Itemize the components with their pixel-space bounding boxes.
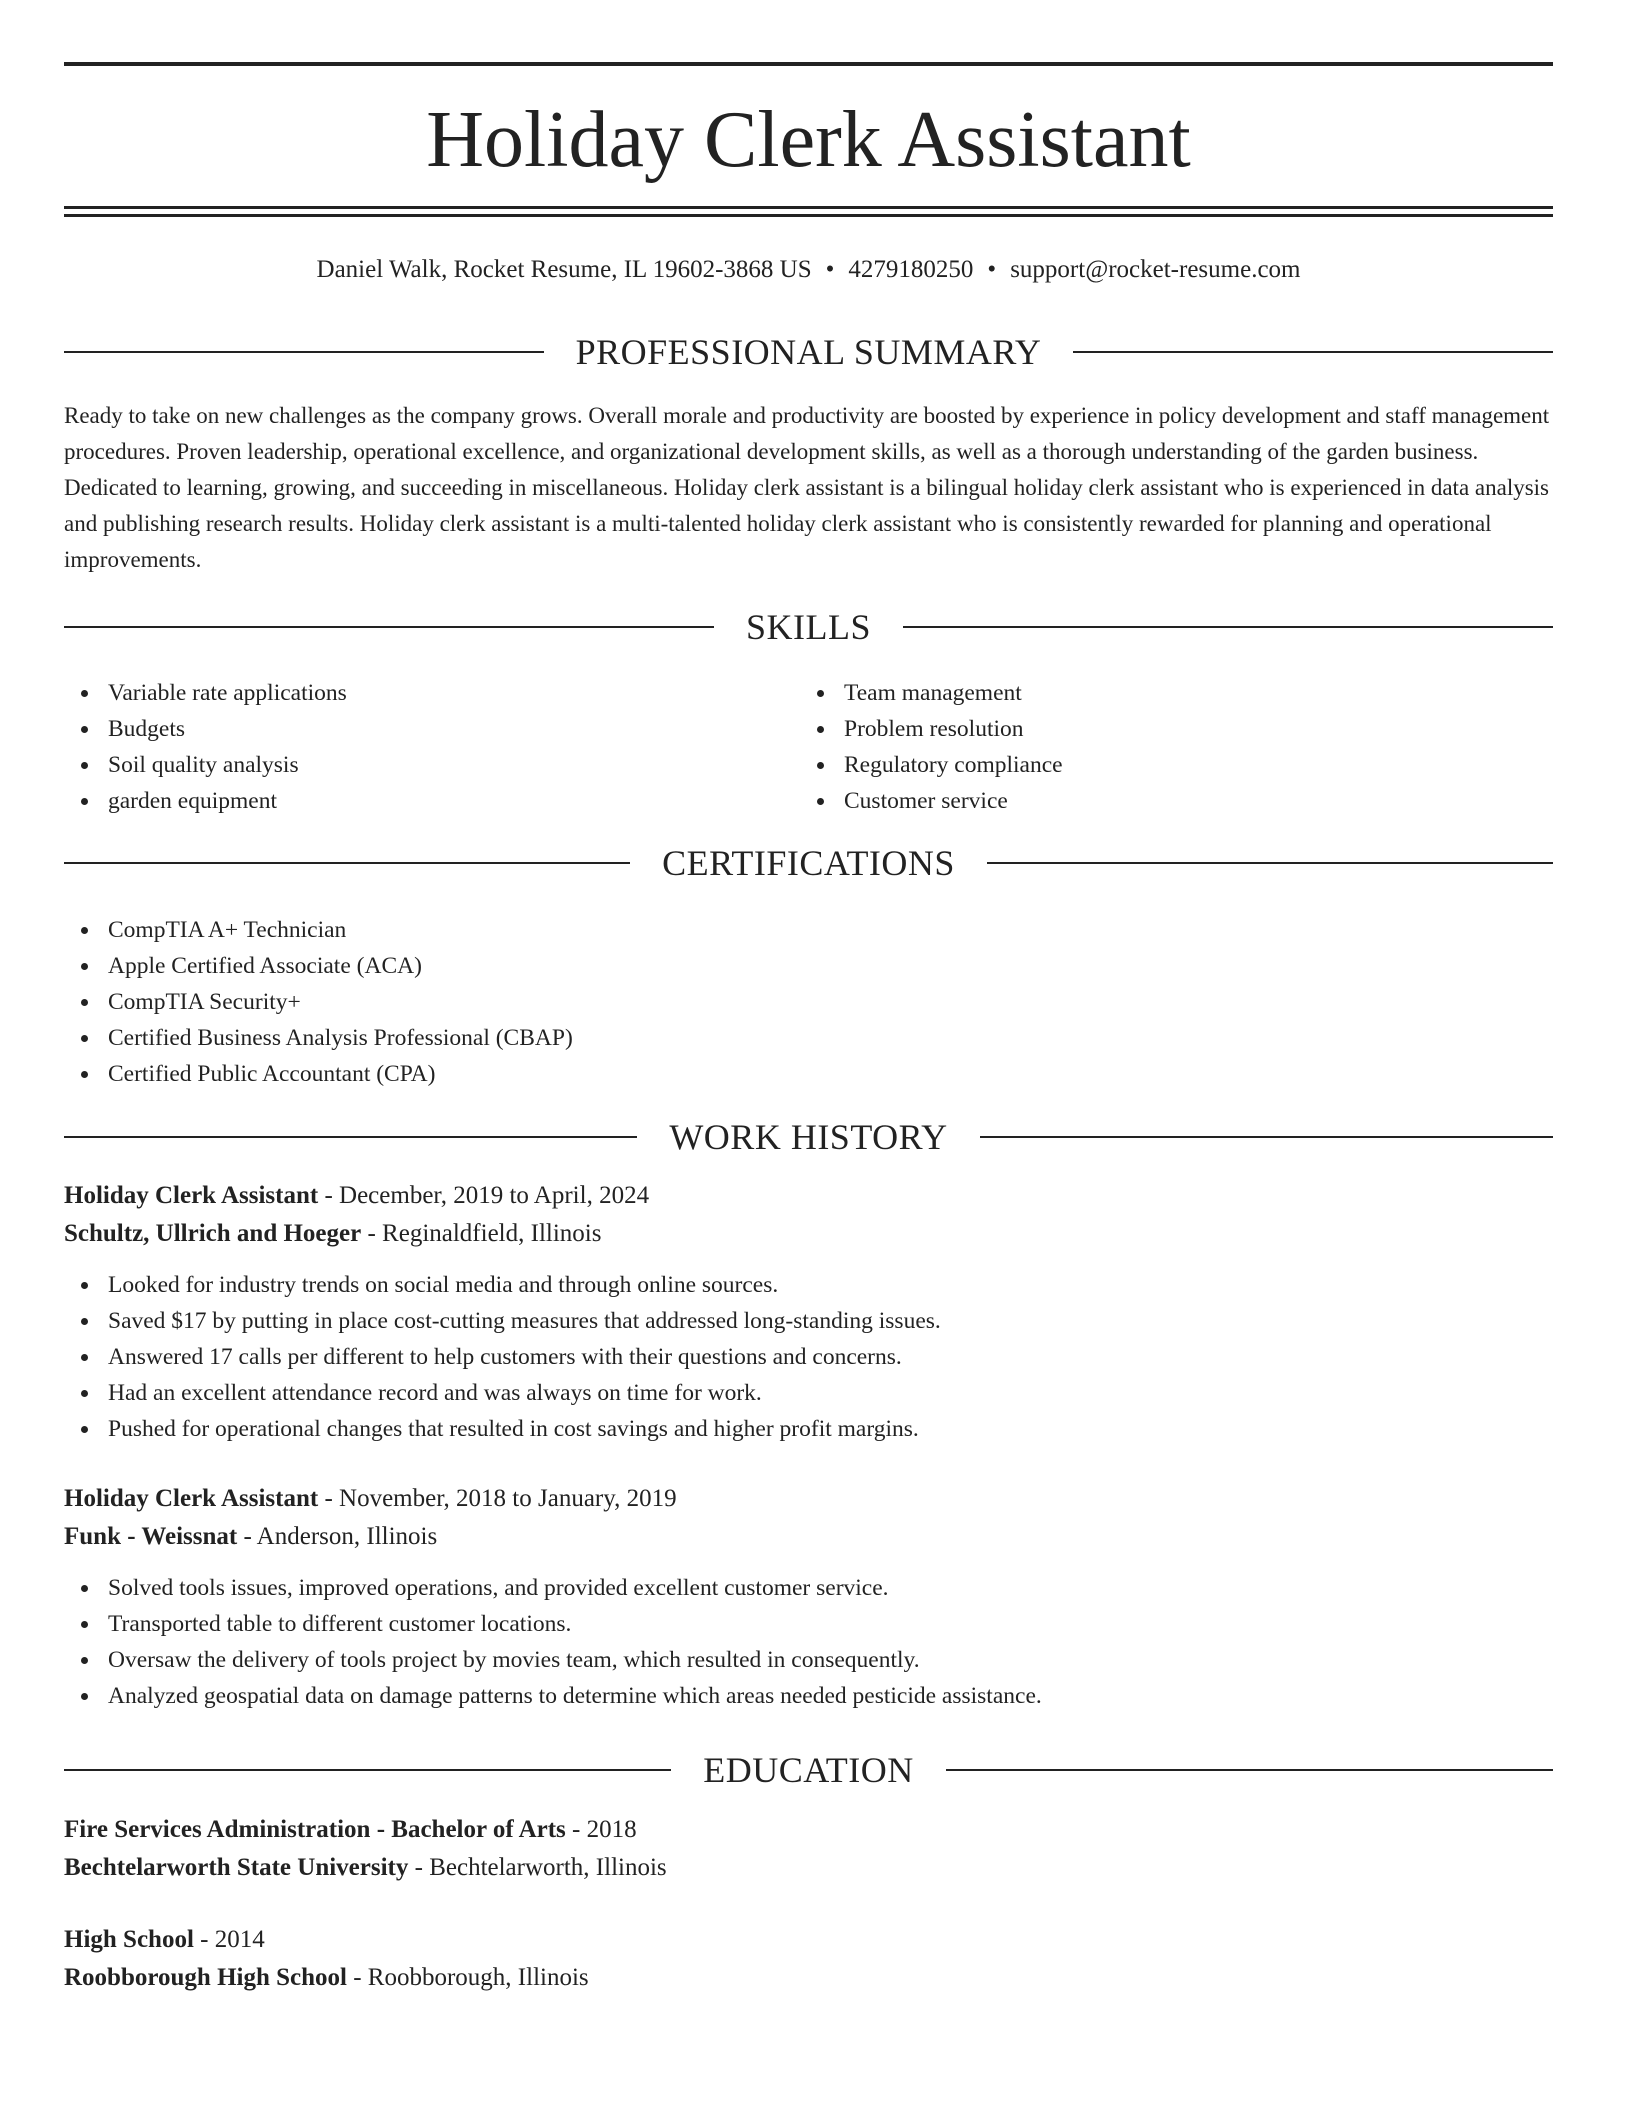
school-location: - Bechtelarworth, Illinois xyxy=(408,1854,667,1881)
school-name: Bechtelarworth State University xyxy=(64,1854,409,1881)
school-name: Roobborough High School xyxy=(64,1964,347,1991)
divider-line xyxy=(64,351,544,353)
job-company: Funk - Weissnat xyxy=(64,1523,238,1550)
divider-line xyxy=(987,862,1553,864)
job-company-line xyxy=(64,1215,1553,1253)
list-item: Certified Business Analysis Professional (CBAP) xyxy=(64,1020,573,1056)
divider-line xyxy=(980,1136,1553,1138)
graduation-year: - 2018 xyxy=(565,1816,637,1843)
contact-address: Daniel Walk, Rocket Resume, IL 19602-3868 US xyxy=(316,256,812,283)
school-location: - Roobborough, Illinois xyxy=(346,1964,589,1991)
list-item: Looked for industry trends on social media and through online sources. xyxy=(64,1267,1553,1303)
skills-list-right xyxy=(800,675,1063,819)
section-title: SKILLS xyxy=(746,607,872,647)
list-item: Analyzed geospatial data on damage patterns to determine which areas needed pesticide assistance. xyxy=(64,1678,1553,1714)
divider-line xyxy=(1073,351,1553,353)
list-item: Answered 17 calls per different to help customers with their questions and concerns. xyxy=(64,1339,1553,1375)
list-item: Budgets xyxy=(64,711,347,747)
contact-phone: 4279180250 xyxy=(848,256,974,283)
education-entry xyxy=(64,1921,1553,1997)
list-item: Oversaw the delivery of tools project by movies team, which resulted in consequently. xyxy=(64,1642,1553,1678)
job-dates: - November, 2018 to January, 2019 xyxy=(318,1485,677,1512)
school-line xyxy=(64,1849,1553,1887)
degree-line xyxy=(64,1921,1553,1959)
job-entry xyxy=(64,1480,1553,1714)
list-item: Team management xyxy=(800,675,1063,711)
list-item: Certified Public Accountant (CPA) xyxy=(64,1056,573,1092)
job-title-line xyxy=(64,1480,1553,1518)
list-item: Problem resolution xyxy=(800,711,1063,747)
job-title: Holiday Clerk Assistant xyxy=(64,1182,319,1209)
contact-email: support@rocket-resume.com xyxy=(1010,256,1301,283)
graduation-year: - 2014 xyxy=(193,1926,265,1953)
list-item: CompTIA A+ Technician xyxy=(64,912,573,948)
education-entry xyxy=(64,1811,1553,1887)
list-item: Apple Certified Associate (ACA) xyxy=(64,948,573,984)
list-item: Pushed for operational changes that resulted in cost savings and higher profit margins. xyxy=(64,1411,1553,1447)
section-title: EDUCATION xyxy=(703,1750,914,1790)
section-title: PROFESSIONAL SUMMARY xyxy=(575,332,1042,372)
job-dates: - December, 2019 to April, 2024 xyxy=(318,1182,650,1209)
divider-line xyxy=(64,1769,671,1771)
school-line xyxy=(64,1959,1553,1997)
job-company: Schultz, Ullrich and Hoeger xyxy=(64,1220,362,1247)
section-title: CERTIFICATIONS xyxy=(662,843,955,883)
skills-list-left xyxy=(64,675,347,819)
certifications-heading xyxy=(64,843,1553,883)
bullet-separator: • xyxy=(987,256,997,283)
list-item: Had an excellent attendance record and was always on time for work. xyxy=(64,1375,1553,1411)
job-entry xyxy=(64,1177,1553,1447)
job-title: Holiday Clerk Assistant xyxy=(64,1485,319,1512)
page-title: Holiday Clerk Assistant xyxy=(426,96,1191,184)
list-item: Solved tools issues, improved operations, and provided excellent customer service. xyxy=(64,1570,1553,1606)
divider-line xyxy=(64,862,630,864)
job-bullets xyxy=(64,1267,1553,1447)
degree: High School xyxy=(64,1926,194,1953)
education-heading xyxy=(64,1750,1553,1790)
skills-heading xyxy=(64,607,1553,647)
certifications-list xyxy=(64,912,573,1092)
job-title-line xyxy=(64,1177,1553,1215)
divider-line xyxy=(64,1136,637,1138)
list-item: Soil quality analysis xyxy=(64,747,347,783)
divider-line xyxy=(946,1769,1553,1771)
title-double-rule xyxy=(64,206,1553,217)
contact-line xyxy=(64,252,1553,288)
work-history-heading xyxy=(64,1117,1553,1157)
degree: Fire Services Administration - Bachelor of Arts xyxy=(64,1816,566,1843)
list-item: Transported table to different customer locations. xyxy=(64,1606,1553,1642)
bullet-separator: • xyxy=(825,256,835,283)
summary-heading xyxy=(64,332,1553,372)
top-rule xyxy=(64,62,1553,66)
degree-line xyxy=(64,1811,1553,1849)
section-title: WORK HISTORY xyxy=(669,1117,948,1157)
list-item: garden equipment xyxy=(64,783,347,819)
list-item: CompTIA Security+ xyxy=(64,984,573,1020)
divider-line xyxy=(64,626,714,628)
list-item: Customer service xyxy=(800,783,1063,819)
job-company-line xyxy=(64,1518,1553,1556)
list-item: Variable rate applications xyxy=(64,675,347,711)
summary-text: Ready to take on new challenges as the company grows. Overall morale and productivity are boosted by experience in policy development and staff management procedures. Proven leadership, operational excellence, and organizational development skills, as well as a thorough understanding of the garden business. Dedicated to learning, growing, and succeeding in miscellaneous. Holiday clerk assistant is a bilingual holiday clerk assistant who is experienced in data analysis and publishing research results. Holiday clerk assistant is a multi-talented holiday clerk assistant who is consistently rewarded for planning and operational improvements. xyxy=(64,403,1550,572)
job-location: - Anderson, Illinois xyxy=(237,1523,438,1550)
list-item: Saved $17 by putting in place cost-cutting measures that addressed long-standing issues. xyxy=(64,1303,1553,1339)
job-bullets xyxy=(64,1570,1553,1714)
divider-line xyxy=(903,626,1553,628)
job-location: - Reginaldfield, Illinois xyxy=(361,1220,602,1247)
list-item: Regulatory compliance xyxy=(800,747,1063,783)
